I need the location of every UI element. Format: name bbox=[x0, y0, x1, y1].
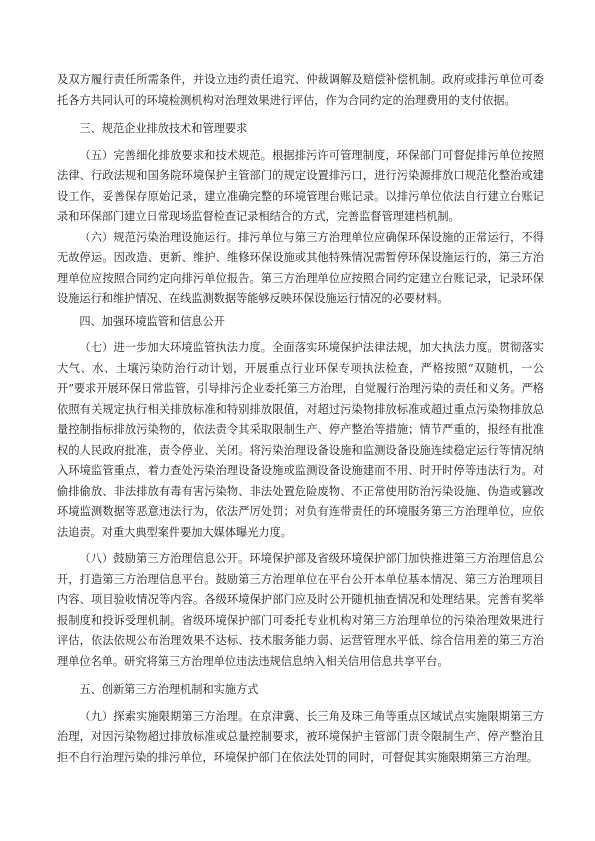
opening-paragraph: 及双方履行责任所需条件，并设立违约责任追究、仲裁调解及赔偿补偿机制。政府或排污单位可委托各方共同认可的环境检测机构对治理效果进行评估，作为合同约定的治理费用的支付依据。 bbox=[57, 73, 544, 107]
paragraph-9: （九）探索实施限期第三方治理。在京津冀、长三角及珠三角等重点区域试点实施限期第三方治理，对因污染物超过排放标准或总量控制要求，被环境保护主管部门责令限制生产、停产整治且拒不自行治理污染的排污单位，环境保护部门在依法处罚的同时，可督促其实施限期第三方治理。 bbox=[57, 709, 544, 764]
section-heading-4: 四、加强环境监管和信息公开 bbox=[79, 314, 225, 328]
paragraph-7: （七）进一步加大环境监管执法力度。全面落实环境保护法律法规，加大执法力度。贯彻落实大气、水、土壤污染防治行动计划，开展重点行业环保专项执法检查，严格按照“双随机，一公开”要求开展环保日常监管，引导排污企业委托第三方治理，自觉履行治理污染的责任和义务。严格依照有关规定执行相关排放标准和特别排放限值，对超过污染物排放标准或超过重点污染物排放总量控制指标排放污染物的，依法责令其采取限制生产、停产整治等措施；情节严重的，报经有批准权的人民政府批准，责令停业、关闭。将污染治理设备设施和监测设备设施连续稳定运行等情况纳入环境监管重点，着力查处污染治理设备设施或监测设备设施建而不用、时开时停等违法行为。对偷排偷放、非法排放有毒有害污染物、非法处置危险废物、不正常使用防治污染设施、伪造或篡改环境监测数据等恶意违法行为，依法严厉处罚；对负有连带责任的环境服务第三方治理单位，应依法追责。对重大典型案件要加大媒体曝光力度。 bbox=[57, 341, 544, 539]
section-heading-3: 三、规范企业排放技术和管理要求 bbox=[79, 122, 248, 135]
document-page bbox=[57, 70, 544, 768]
paragraph-8: （八）鼓励第三方治理信息公开。环境保护部及省级环境保护部门加快推进第三方治理信息公开，打造第三方治理信息平台。鼓励第三方治理单位在平台公开本单位基本情况、第三方治理项目内容、项目验收情况等内容。各级环境保护部门应及时公开随机抽查情况和处理结果。完善有奖举报制度和投诉受理机制。省级环境保护部门可委托专业机构对第三方治理单位的污染治理效果进行评估，依法依规公布治理效果不达标、技术服务能力弱、运营管理水平低、综合信用差的第三方治理单位名单。研究将第三方治理单位违法违规信息纳入相关信用信息共享平台。 bbox=[57, 552, 544, 668]
paragraph-5: （五）完善细化排放要求和技术规范。根据排污许可管理制度，环保部门可督促排污单位按照法律、行政法规和国务院环境保护主管部门的规定设置排污口，进行污染源排放口规范化整治或建设工作，妥善保存原始记录，建立准确完整的环境管理台账记录。以排污单位依法自行建立台账记录和环保部门建立日常现场监督检查记录相结合的方式，完善监督管理建档机制。 bbox=[57, 148, 544, 223]
spacer bbox=[57, 672, 544, 678]
spacer bbox=[57, 111, 544, 117]
section-heading-5: 五、创新第三方治理机制和实施方式 bbox=[79, 683, 259, 696]
paragraph-6: （六）规范污染治理设施运行。排污单位与第三方治理单位应确保环保设施的正常运行，不得无故停运。因改造、更新、维护、维修环保设施或其他特殊情况需暂停环保设施运行的，第三方治理单位应按照合同约定向排污单位报告。第三方治理单位应按照合同约定建立台账记录，记录环保设施运行和维护情况、在线监测数据等能够反映环保设施运行情况的必要材料。 bbox=[57, 230, 544, 305]
